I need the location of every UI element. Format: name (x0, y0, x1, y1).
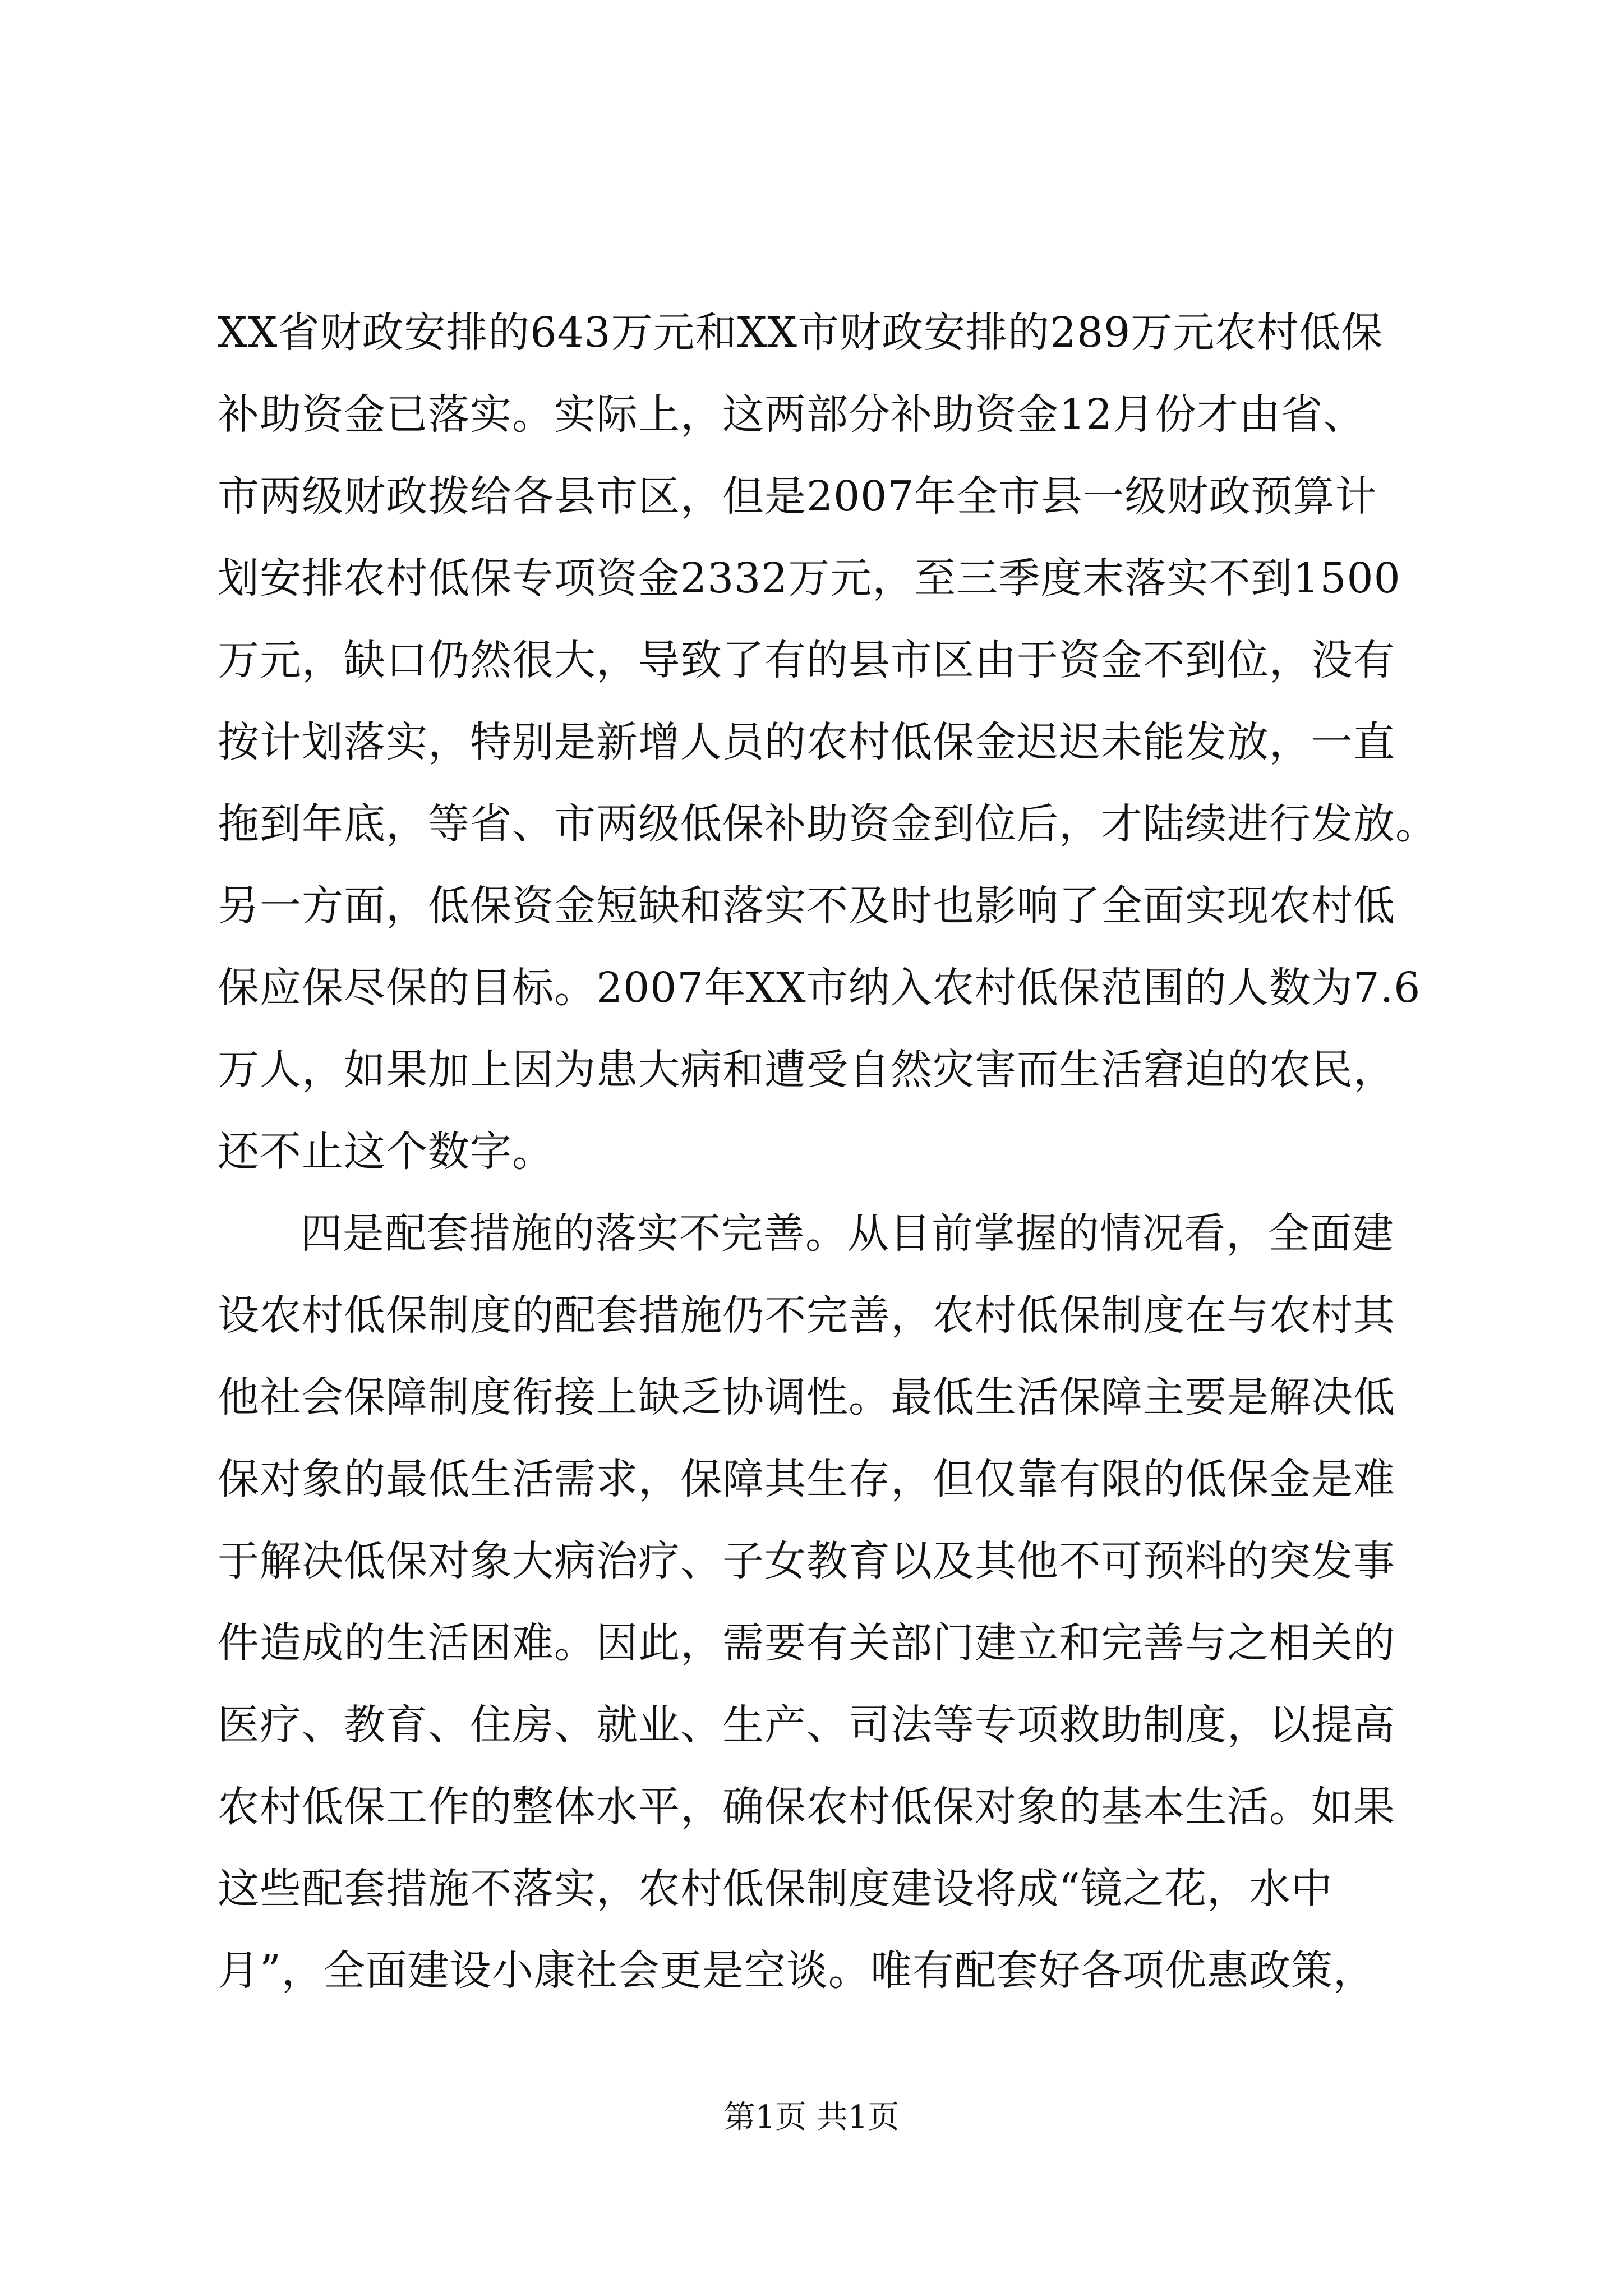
page-number-label: 第1页 共1页 (723, 2099, 900, 2136)
text-line: 件造成的生活困难。因此，需要有关部门建立和完善与之相关的 (218, 1619, 1395, 1667)
text-line: 医疗、教育、住房、就业、生产、司法等专项救助制度，以提高 (218, 1701, 1395, 1749)
text-line: XX省财政安排的643万元和XX市财政安排的289万元农村低保 (218, 309, 1384, 357)
paragraph-start-line: 四是配套措施的落实不完善。从目前掌握的情况看，全面建 (301, 1209, 1394, 1258)
text-line: 拖到年底，等省、市两级低保补助资金到位后，才陆续进行发放。 (218, 800, 1437, 848)
text-line: 这些配套措施不落实，农村低保制度建设将成“镜之花，水中 (218, 1865, 1333, 1913)
body-text (218, 292, 1437, 2012)
text-line: 月”，全面建设小康社会更是空谈。唯有配套好各项优惠政策， (218, 1947, 1375, 1995)
text-line: 还不止这个数字。 (218, 1128, 554, 1176)
text-line: 补助资金已落实。实际上，这两部分补助资金12月份才由省、 (218, 390, 1366, 439)
text-line: 市两级财政拨给各县市区，但是2007年全市县一级财政预算计 (218, 472, 1377, 521)
text-line: 保对象的最低生活需求，保障其生存，但仅靠有限的低保金是难 (218, 1455, 1395, 1503)
text-line: 农村低保工作的整体水平，确保农村低保对象的基本生活。如果 (218, 1783, 1395, 1831)
text-line: 万人，如果加上因为患大病和遭受自然灾害而生活窘迫的农民， (218, 1046, 1395, 1094)
text-line: 保应保尽保的目标。2007年XX市纳入农村低保范围的人数为7.6 (218, 964, 1421, 1012)
text-line: 按计划落实，特别是新增人员的农村低保金迟迟未能发放，一直 (218, 718, 1395, 766)
page-footer (0, 2098, 1623, 2137)
text-line: 设农村低保制度的配套措施仍不完善，农村低保制度在与农村其 (218, 1291, 1395, 1340)
text-line: 于解决低保对象大病治疗、子女教育以及其他不可预料的突发事 (218, 1537, 1395, 1585)
text-line: 另一方面，低保资金短缺和落实不及时也影响了全面实现农村低 (218, 882, 1395, 930)
text-line: 万元，缺口仍然很大，导致了有的县市区由于资金不到位，没有 (218, 636, 1395, 684)
text-line: 划安排农村低保专项资金2332万元，至三季度末落实不到1500 (218, 554, 1401, 602)
text-line: 他社会保障制度衔接上缺乏协调性。最低生活保障主要是解决低 (218, 1373, 1395, 1421)
